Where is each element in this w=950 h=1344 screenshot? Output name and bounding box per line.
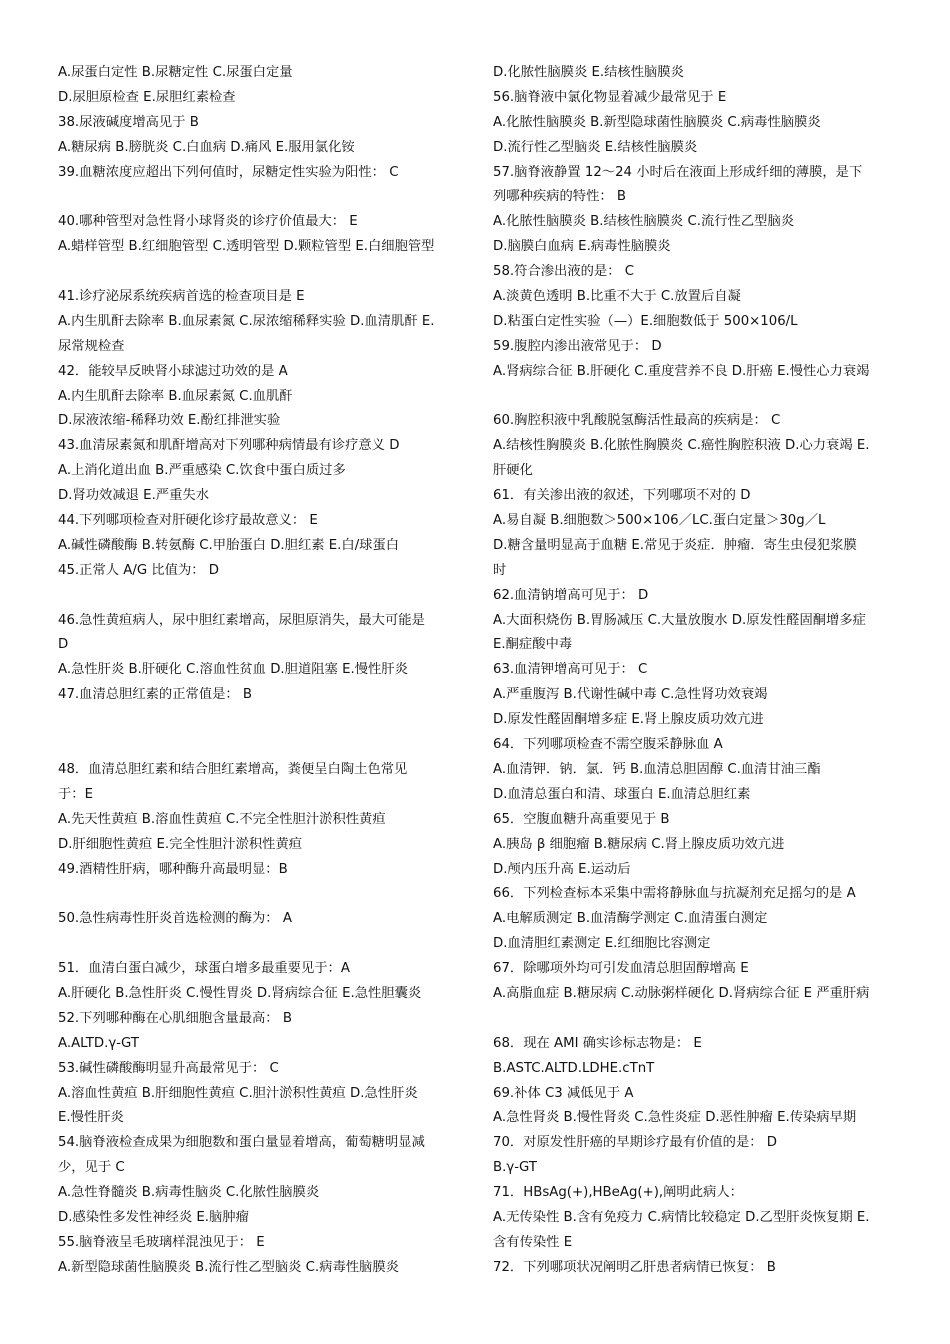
left-text-line: A.急性脊髓炎 B.病毒性脑炎 C.化脓性脑膜炎 <box>58 1185 320 1201</box>
left-column <box>58 61 458 1281</box>
left-blank-line <box>58 185 458 210</box>
left-text-line: E.慢性肝炎 <box>58 1110 124 1126</box>
right-text-line: D.流行性乙型脑炎 E.结核性脑膜炎 <box>493 139 698 155</box>
right-text-line: 72．下列哪项状况阐明乙肝患者病情已恢复： B <box>493 1259 776 1275</box>
left-text-line: 54.脑脊液检查成果为细胞数和蛋白量显着增高，葡萄糖明显减 <box>58 1135 425 1151</box>
left-text-line: 51．血清白蛋白减少，球蛋白增多最重要见于：A <box>58 961 350 977</box>
right-text-line: D.糖含量明显高于血糖 E.常见于炎症．肿瘤．寄生虫侵犯浆膜 <box>493 537 857 553</box>
left-text-line: D.尿液浓缩-稀释功效 E.酚红排泄实验 <box>58 413 281 429</box>
right-text-line: E.酮症酸中毒 <box>493 637 573 653</box>
right-text-line: A.化脓性脑膜炎 B.结核性脑膜炎 C.流行性乙型脑炎 <box>493 214 795 230</box>
left-blank-line <box>58 584 458 609</box>
left-blank-line <box>58 733 458 758</box>
left-text-line: 43.血清尿素氮和肌酐增高对下列哪种病情最有诊疗意义 D <box>58 438 400 454</box>
right-text-line: A.电解质测定 B.血清酶学测定 C.血清蛋白测定 <box>493 911 768 927</box>
left-text-line: A.蜡样管型 B.红细胞管型 C.透明管型 D.颗粒管型 E.白细胞管型 <box>58 239 435 255</box>
right-text-line: 含有传染性 E <box>493 1234 573 1250</box>
right-text-line: B.γ-GT <box>493 1160 537 1176</box>
left-text-line: 少，见于 C <box>58 1160 125 1176</box>
right-text-line: 列哪种疾病的特性： B <box>493 189 627 205</box>
left-text-line: D.肾功效减退 E.严重失水 <box>58 488 209 504</box>
left-text-line: 50.急性病毒性肝炎首选检测的酶为： A <box>58 911 292 927</box>
left-text-line: A.肝硬化 B.急性肝炎 C.慢性胃炎 D.肾病综合征 E.急性胆囊炎 <box>58 985 422 1001</box>
left-text-line: A.新型隐球菌性脑膜炎 B.流行性乙型脑炎 C.病毒性脑膜炎 <box>58 1259 399 1275</box>
right-text-line: 57.脑脊液静置 12～24 小时后在液面上形成纤细的薄膜，是下 <box>493 164 863 180</box>
right-text-line: D.化脓性脑膜炎 E.结核性脑膜炎 <box>493 65 684 80</box>
right-text-line: 69.补体 C3 减低见于 A <box>493 1085 634 1101</box>
right-text-line: 肝硬化 <box>493 463 533 479</box>
left-text-line: A.上消化道出血 B.严重感染 C.饮食中蛋白质过多 <box>58 463 346 479</box>
right-text-line: A.肾病综合征 B.肝硬化 C.重度营养不良 D.肝癌 E.慢性心力衰竭 <box>493 363 870 379</box>
left-text-line: 44.下列哪项检查对肝硬化诊疗最故意义： E <box>58 513 318 529</box>
left-text-line: 于：E <box>58 786 93 802</box>
right-text-line: 58.符合渗出液的是： C <box>493 264 635 280</box>
right-text-line: 61．有关渗出液的叙述，下列哪项不对的 D <box>493 488 751 504</box>
right-text-line: 60.胸腔积液中乳酸脱氢酶活性最高的疾病是： C <box>493 413 781 429</box>
right-text-line: D.粘蛋白定性实验（—）E.细胞数低于 500×106/L <box>493 313 798 329</box>
left-text-line: 尿常规检查 <box>58 338 125 354</box>
right-text-line: A.急性肾炎 B.慢性肾炎 C.急性炎症 D.恶性肿瘤 E.传染病早期 <box>493 1110 857 1126</box>
right-text-line: 56.脑脊液中氯化物显着减少最常见于 E <box>493 89 727 105</box>
left-blank-line <box>58 882 458 907</box>
left-text-line: D.感染性多发性神经炎 E.脑肿瘤 <box>58 1209 249 1225</box>
right-blank-line <box>493 385 893 410</box>
right-text-line: A.严重腹泻 B.代谢性碱中毒 C.急性肾功效衰竭 <box>493 687 768 703</box>
right-text-line: 71．HBsAg(+),HBeAg(+),阐明此病人： <box>493 1185 743 1201</box>
left-text-line: D.肝细胞性黄疸 E.完全性胆汁淤积性黄疸 <box>58 836 303 852</box>
right-text-line: A.血清钾．钠．氯．钙 B.血清总胆固醇 C.血清甘油三酯 <box>493 761 821 777</box>
left-text-line: 39.血糖浓度应超出下列何值时，尿糖定性实验为阳性： C <box>58 164 399 180</box>
right-text-line: A.无传染性 B.含有免疫力 C.病情比较稳定 D.乙型肝炎恢复期 E. <box>493 1209 870 1225</box>
right-text-line: A.淡黄色透明 B.比重不大于 C.放置后自凝 <box>493 289 741 305</box>
left-text-line: 42．能较早反映肾小球滤过功效的是 A <box>58 363 288 379</box>
left-text-line: 38.尿液碱度增高见于 B <box>58 114 199 130</box>
left-text-line: 45.正常人 A/G 比值为： D <box>58 562 220 578</box>
right-blank-line <box>493 1007 893 1032</box>
right-text-line: A.大面积烧伤 B.胃肠减压 C.大量放腹水 D.原发性醛固酮增多症 <box>493 612 866 628</box>
left-text-line: A.糖尿病 B.膀胱炎 C.白血病 D.痛风 E.服用氯化铵 <box>58 139 355 155</box>
right-text-line: 64．下列哪项检查不需空腹采静脉血 A <box>493 737 723 753</box>
left-text-line: A.ALTD.γ-GT <box>58 1035 139 1051</box>
right-text-line: D.颅内压升高 E.运动后 <box>493 861 631 877</box>
left-text-line: 49.酒精性肝病，哪种酶升高最明显：B <box>58 861 288 877</box>
right-text-line: B.ASTC.ALTD.LDHE.cTnT <box>493 1060 655 1076</box>
right-text-line: D.脑膜白血病 E.病毒性脑膜炎 <box>493 239 671 255</box>
left-text-line: 55.脑脊液呈毛玻璃样混浊见于： E <box>58 1234 265 1250</box>
right-text-line: A.化脓性脑膜炎 B.新型隐球菌性脑膜炎 C.病毒性脑膜炎 <box>493 114 821 130</box>
left-text-line: 52.下列哪种酶在心肌细胞含量最高： B <box>58 1010 292 1026</box>
left-text-line: 53.碱性磷酸酶明显升高最常见于： C <box>58 1060 279 1076</box>
left-text-line: 41.诊疗泌尿系统疾病首选的检查项目是 E <box>58 289 305 305</box>
right-text-line: A.结核性胸膜炎 B.化脓性胸膜炎 C.癌性胸腔积液 D.心力衰竭 E. <box>493 438 870 454</box>
right-text-line: 70．对原发性肝癌的早期诊疗最有价值的是： D <box>493 1135 778 1151</box>
left-text-line: D.尿胆原检查 E.尿胆红素检查 <box>58 89 236 105</box>
left-text-line: A.碱性磷酸酶 B.转氨酶 C.甲胎蛋白 D.胆红素 E.白/球蛋白 <box>58 537 400 553</box>
right-text-line: D.血清总蛋白和清、球蛋白 E.血清总胆红素 <box>493 786 751 802</box>
left-blank-line <box>58 932 458 957</box>
left-text-line: A.溶血性黄疸 B.肝细胞性黄疸 C.胆汁淤积性黄疸 D.急性肝炎 <box>58 1085 418 1101</box>
right-text-line: 时 <box>493 562 507 578</box>
right-text-line: 67．除哪项外均可引发血清总胆固醇增高 E <box>493 961 749 977</box>
left-text-line: D <box>58 637 69 653</box>
left-text-line: A.内生肌酐去除率 B.血尿素氮 C.尿浓缩稀释实验 D.血清肌酐 E. <box>58 313 435 329</box>
right-text-line: 65．空腹血糖升高重要见于 B <box>493 811 670 827</box>
left-text-line: A.内生肌酐去除率 B.血尿素氮 C.血肌酐 <box>58 388 293 404</box>
left-blank-line <box>58 708 458 733</box>
right-text-line: D.原发性醛固酮增多症 E.肾上腺皮质功效亢进 <box>493 712 764 728</box>
left-text-line: 47.血清总胆红素的正常值是： B <box>58 687 253 703</box>
right-column <box>493 61 893 1281</box>
left-text-line: 46.急性黄疸病人，尿中胆红素增高，尿胆原消失，最大可能是 <box>58 612 425 628</box>
left-text-line: A.急性肝炎 B.肝硬化 C.溶血性贫血 D.胆道阻塞 E.慢性肝炎 <box>58 662 408 678</box>
right-text-line: 59.腹腔内渗出液常见于： D <box>493 338 662 354</box>
left-text-line: A.尿蛋白定性 B.尿糖定性 C.尿蛋白定量 <box>58 65 293 80</box>
right-text-line: 66．下列检查标本采集中需将静脉血与抗凝剂充足摇匀的是 A <box>493 886 856 902</box>
left-text-line: 48．血清总胆红素和结合胆红素增高，粪便呈白陶土色常见 <box>58 761 408 777</box>
left-blank-line <box>58 260 458 285</box>
left-text-line: 40.哪种管型对急性肾小球肾炎的诊疗价值最大： E <box>58 214 358 230</box>
left-text-line: A.先天性黄疸 B.溶血性黄疸 C.不完全性胆汁淤积性黄疸 <box>58 811 386 827</box>
right-text-line: A.易自凝 B.细胞数＞500×106／LC.蛋白定量＞30g／L <box>493 513 826 529</box>
right-text-line: 63.血清钾增高可见于： C <box>493 662 648 678</box>
right-text-line: A.高脂血症 B.糖尿病 C.动脉粥样硬化 D.肾病综合征 E 严重肝病 <box>493 985 870 1001</box>
right-text-line: A.胰岛 β 细胞瘤 B.糖尿病 C.肾上腺皮质功效亢进 <box>493 836 785 852</box>
right-text-line: 62.血清钠增高可见于： D <box>493 587 649 603</box>
right-text-line: D.血清胆红素测定 E.红细胞比容测定 <box>493 936 711 952</box>
right-text-line: 68．现在 AMI 确实诊标志物是： E <box>493 1035 702 1051</box>
